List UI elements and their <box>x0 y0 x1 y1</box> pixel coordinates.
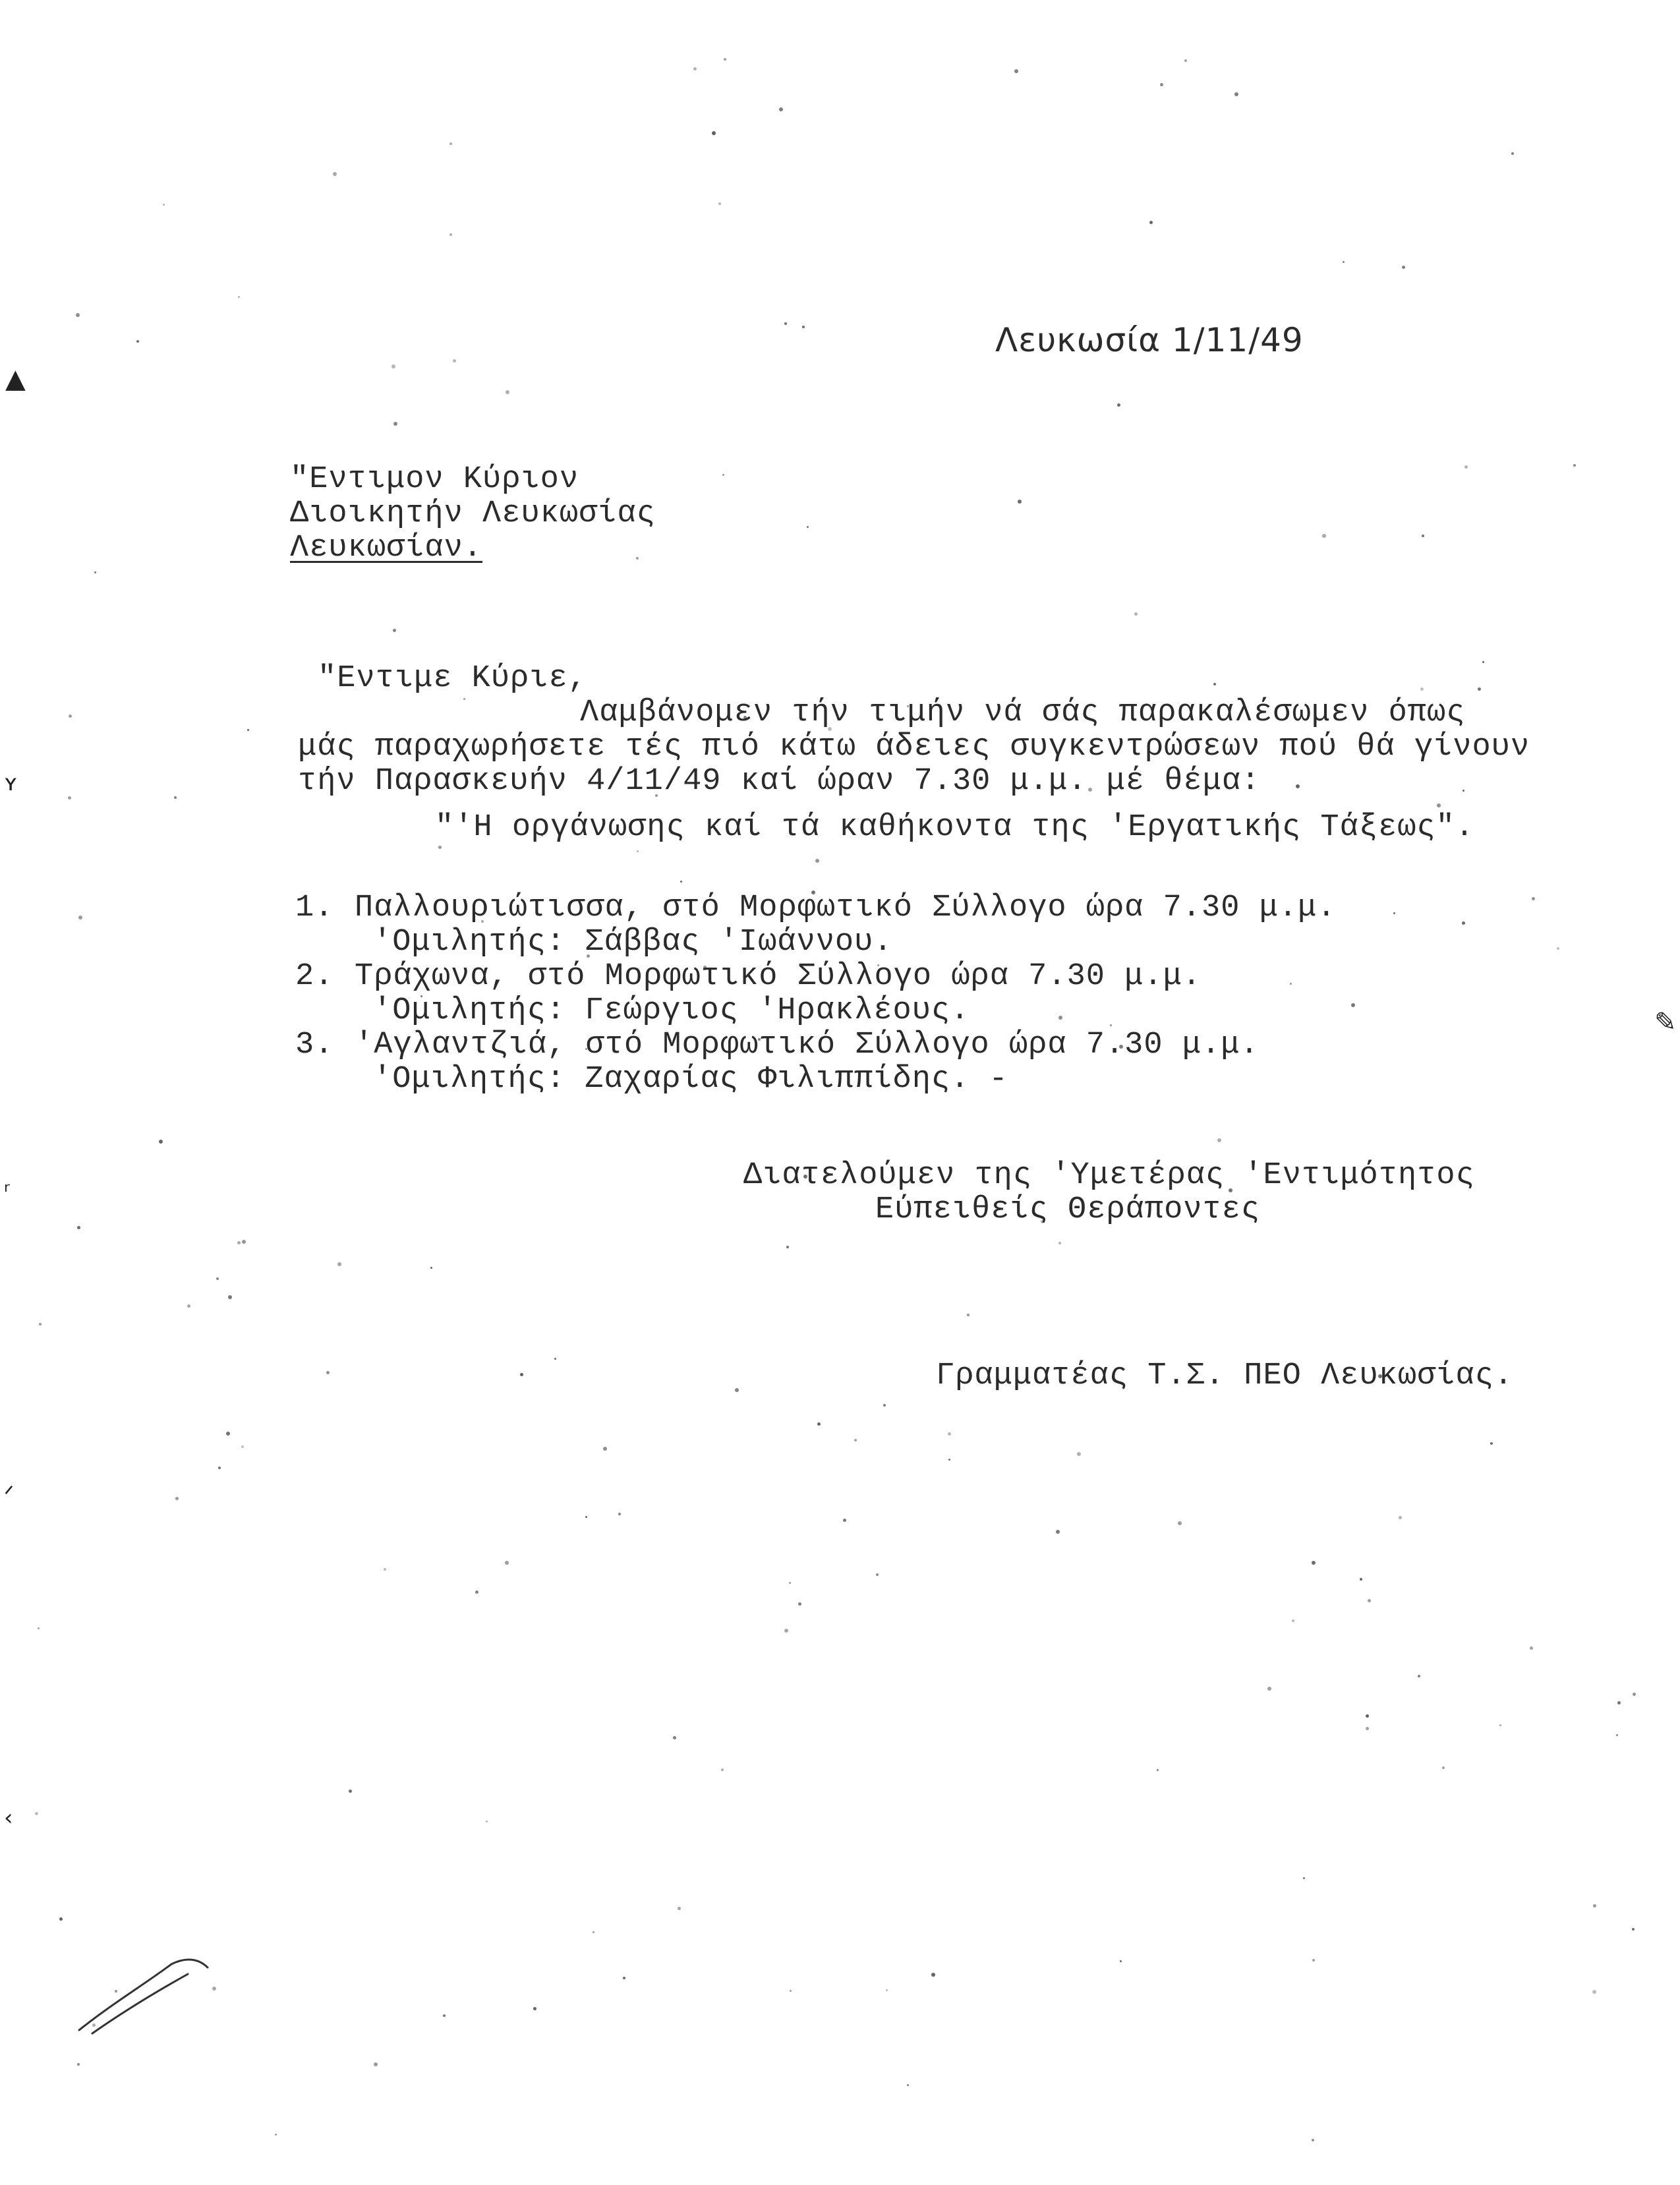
scan-speck <box>77 2063 80 2066</box>
scan-speck <box>948 1459 950 1461</box>
margin-mark-1: ʏ <box>4 770 18 796</box>
scan-speck <box>1014 69 1018 73</box>
scan-speck <box>505 1561 509 1565</box>
scan-speck <box>226 1432 230 1436</box>
scan-speck <box>779 107 783 111</box>
margin-mark-2: ʳ <box>4 1179 10 1205</box>
scan-speck <box>1633 1693 1636 1696</box>
scan-speck <box>735 1388 739 1392</box>
margin-mark-right: ✎ <box>1654 1007 1677 1037</box>
body-line-2: μάς παραχωρήσετε τές πιό κάτω άδειες συγκεντρώσεων πού θά γίνουν <box>298 730 1530 765</box>
scan-speck <box>384 1568 386 1571</box>
scan-speck <box>1368 1599 1371 1602</box>
scan-speck <box>886 1989 888 1991</box>
scan-speck <box>237 1241 241 1244</box>
scan-speck <box>163 204 165 206</box>
scan-speck <box>784 322 787 325</box>
scan-speck <box>798 1602 801 1606</box>
scan-speck <box>1592 1990 1596 1994</box>
scan-speck <box>38 1627 40 1629</box>
scan-speck <box>506 390 509 394</box>
scan-speck <box>349 1790 352 1793</box>
scan-speck <box>1573 464 1576 467</box>
scan-speck <box>39 1323 42 1326</box>
scan-speck <box>1134 612 1138 616</box>
item-2-speaker: 'Ομιλητής: Γεώργιος 'Ηρακλέους. <box>373 993 970 1028</box>
scan-speck <box>59 1917 63 1921</box>
scan-speck <box>1616 1734 1618 1736</box>
scan-speck <box>175 1497 179 1500</box>
scan-speck <box>463 698 465 700</box>
scan-speck <box>1056 1530 1060 1534</box>
scan-speck <box>1312 2139 1314 2141</box>
scan-speck <box>136 340 139 343</box>
scan-speck <box>1292 1619 1294 1622</box>
scan-speck <box>1532 897 1535 900</box>
scan-speck <box>216 1277 219 1280</box>
scan-speck <box>1110 1024 1112 1026</box>
scan-speck <box>1478 687 1481 691</box>
salutation: "Εντιμε Κύριε, <box>318 661 587 696</box>
margin-mark-4: ‹ <box>4 1805 13 1831</box>
scan-speck <box>1312 1561 1316 1565</box>
closing-line-1: Διατελούμεν της 'Υμετέρας 'Εντιμότητος <box>743 1158 1475 1193</box>
item-2-place: Τράχωνα, στό Μορφωτικό Σύλλογο ώρα 7.30 μ.μ. <box>355 959 1202 994</box>
scan-speck <box>907 2084 909 2086</box>
scan-speck <box>1482 661 1484 663</box>
item-3-place: 'Αγλαντζιά, στό Μορφωτικό Σύλλογο ώρα 7.30 μ.μ. <box>355 1028 1260 1063</box>
scan-speck <box>724 58 726 61</box>
scan-speck <box>1437 803 1441 807</box>
scan-speck <box>1530 1646 1533 1650</box>
scan-speck <box>876 1573 879 1576</box>
scan-speck <box>721 1768 724 1771</box>
closing-line-2: Εύπειθείς Θεράποντες <box>875 1192 1261 1227</box>
scan-speck <box>391 364 395 368</box>
scan-speck <box>77 1226 80 1229</box>
scan-speck <box>1343 261 1345 263</box>
scan-speck <box>802 326 805 328</box>
scan-speck <box>1442 1766 1445 1769</box>
item-3-speaker: 'Ομιλητής: Ζαχαρίας Φιλιππίδης. - <box>373 1062 1008 1097</box>
item-1-place: Παλλουριώτισσα, στό Μορφωτικό Σύλλογο ώρα 7.30 μ.μ. <box>355 890 1337 925</box>
scan-speck <box>1184 59 1187 62</box>
signature-line: Γραμματέας Τ.Σ. ΠΕΟ Λευκωσίας. <box>936 1358 1514 1393</box>
scan-speck <box>1490 1442 1493 1445</box>
scan-speck <box>1366 1714 1369 1718</box>
scan-speck <box>786 1246 789 1248</box>
scan-speck <box>449 142 452 145</box>
scan-speck <box>35 1812 38 1815</box>
addressee-line-2: Διοικητήν Λευκωσίας <box>290 496 656 531</box>
scan-speck <box>68 796 71 800</box>
scan-speck <box>486 1821 488 1822</box>
scan-speck <box>1157 1769 1159 1771</box>
scan-speck <box>673 1736 676 1739</box>
scan-speck <box>693 67 697 71</box>
scan-speck <box>1303 1877 1305 1879</box>
scan-speck <box>1296 784 1300 788</box>
scan-speck <box>1593 1904 1596 1908</box>
scan-speck <box>678 1907 681 1910</box>
scan-speck <box>1632 1928 1635 1931</box>
scan-speck <box>238 296 240 298</box>
scan-speck <box>94 571 96 573</box>
body-topic: "'Η οργάνωσης καί τά καθήκοντα της 'Εργατικής Τάξεως". <box>435 810 1475 845</box>
scan-speck <box>554 1358 556 1360</box>
scan-speck <box>1312 1959 1315 1962</box>
scan-speck <box>241 1445 244 1448</box>
scan-speck <box>1393 912 1395 914</box>
scan-speck <box>475 1590 478 1594</box>
scan-speck <box>843 1519 846 1522</box>
scan-speck <box>603 1447 607 1451</box>
scan-speck <box>1217 1138 1221 1142</box>
scan-speck <box>76 313 80 317</box>
scan-speck <box>1402 266 1405 269</box>
scan-speck <box>1290 983 1292 985</box>
scan-speck <box>1557 947 1559 950</box>
scan-speck <box>815 859 819 863</box>
scan-speck <box>784 1629 788 1633</box>
scan-speck <box>187 1304 190 1308</box>
scan-speck <box>159 1140 163 1144</box>
scan-speck <box>1058 1242 1061 1244</box>
scan-speck <box>1464 465 1468 469</box>
scan-speck <box>680 881 682 883</box>
scan-speck <box>636 557 639 560</box>
scan-speck <box>69 714 72 718</box>
scan-speck <box>1418 1675 1420 1677</box>
scan-speck <box>1160 83 1163 86</box>
scan-speck <box>593 1931 594 1933</box>
scan-speck <box>1360 1578 1362 1581</box>
scan-speck <box>1617 1701 1621 1704</box>
item-1-number: 1. <box>295 890 334 925</box>
scan-speck <box>718 202 721 205</box>
scan-speck <box>967 1314 970 1316</box>
scan-speck <box>1120 1960 1122 1962</box>
item-2-number: 2. <box>295 959 334 994</box>
scan-speck <box>1511 152 1514 155</box>
scan-speck <box>430 1267 432 1269</box>
addressee-line-3: Λευκωσίαν. <box>290 531 483 566</box>
scan-speck <box>854 1439 857 1442</box>
scan-speck <box>449 233 452 236</box>
body-line-1: Λαμβάνομεν τήν τιμήν νά σάς παρακαλέσωμεν όπως <box>580 695 1466 730</box>
scan-speck <box>1322 534 1326 538</box>
scan-speck <box>1463 790 1464 792</box>
scan-speck <box>1077 1452 1081 1456</box>
scan-speck <box>533 2007 536 2010</box>
scan-speck <box>242 1240 246 1244</box>
scan-speck <box>78 916 82 919</box>
scan-speck <box>1018 500 1022 504</box>
scan-speck <box>1422 535 1424 537</box>
scan-speck <box>790 1990 792 1992</box>
scan-speck <box>443 2014 446 2017</box>
scan-speck <box>1366 1727 1369 1730</box>
scan-speck <box>637 850 639 852</box>
scan-speck <box>883 1404 886 1407</box>
scan-speck <box>1499 1724 1501 1726</box>
scan-speck <box>618 1513 621 1515</box>
scan-speck <box>1117 403 1120 407</box>
body-line-3: τήν Παρασκευήν 4/11/49 καί ώραν 7.30 μ.μ. μέ θέμα: <box>298 764 1261 799</box>
scan-speck <box>374 2062 378 2066</box>
scan-speck <box>1462 921 1465 925</box>
scan-speck <box>1351 1003 1355 1007</box>
scan-speck <box>453 359 456 363</box>
scan-speck <box>326 1371 330 1374</box>
scan-speck <box>393 629 396 632</box>
scan-speck <box>1234 92 1238 96</box>
scan-speck <box>585 1516 587 1518</box>
pen-stroke-mark <box>72 1938 217 2043</box>
letter-date: Λευκωσία 1/11/49 <box>995 321 1304 359</box>
scan-speck <box>722 474 724 476</box>
scan-speck <box>948 1432 951 1436</box>
scan-speck <box>623 1977 625 1979</box>
margin-mark-3: ᐟ <box>4 1482 14 1509</box>
scan-speck <box>337 1262 341 1266</box>
scan-speck <box>789 1582 791 1584</box>
addressee-line-1: "Εντιμον Κύριον <box>290 462 579 497</box>
scan-speck <box>1213 683 1216 685</box>
scan-speck <box>174 796 177 799</box>
scan-speck <box>931 1973 935 1977</box>
scan-speck <box>712 131 716 135</box>
scan-speck <box>1399 1516 1402 1519</box>
scan-speck <box>1178 1521 1182 1525</box>
item-1-speaker: 'Ομιλητής: Σάββας 'Ιωάννου. <box>373 925 893 960</box>
scan-speck <box>247 729 249 731</box>
scan-speck <box>228 1295 232 1299</box>
scan-speck <box>218 1467 221 1469</box>
scan-speck <box>1267 1687 1271 1691</box>
scan-speck <box>333 172 337 176</box>
item-3-number: 3. <box>295 1028 334 1063</box>
margin-mark-triangle: ▲ <box>5 364 26 394</box>
scan-speck <box>520 1373 523 1376</box>
scan-speck <box>275 2134 277 2136</box>
scan-speck <box>1058 1016 1062 1020</box>
scan-speck <box>1420 687 1424 691</box>
scan-speck <box>817 1422 821 1426</box>
scan-speck <box>393 422 397 426</box>
scan-speck <box>1149 221 1153 224</box>
scan-speck <box>807 526 809 528</box>
